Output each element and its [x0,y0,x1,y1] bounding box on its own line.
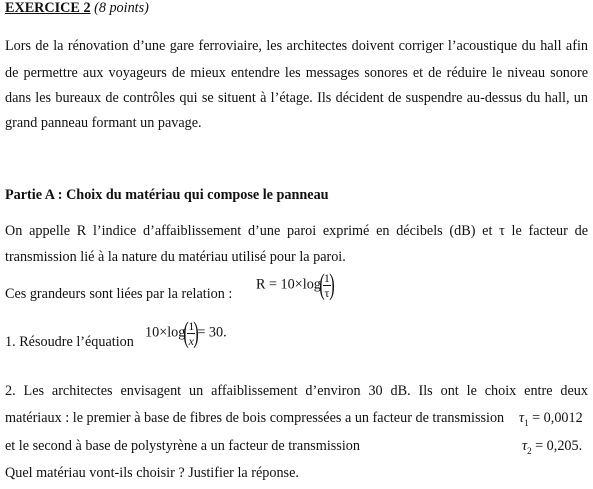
relation-numerator: 1 [323,270,330,285]
intro-line-4: grand panneau formant un pavage. [5,115,202,131]
relation-label: Ces grandeurs sont liées par la relation : [5,286,233,302]
tau1-value: $\tau_1 = 0,0012$ [519,410,583,428]
definition-line-2: transmission lié à la nature du matériau utilisé pour la paroi. [5,249,346,265]
question-2-line-1: 2. Les architectes envisagent un affaiblissement d’environ 30 dB. Ils ont le choix entre deux [5,383,588,399]
question-1-equation: 10×log( $\frac{1}{x}$ )= 30. [145,316,227,349]
relation-formula: R = 10×log( $\frac{1}{\tau}$ ) [256,268,335,301]
q1-denominator: x [188,333,194,348]
intro-line-2: de permettre aux voyageurs de mieux entendre les messages sonores et de réduire le niveau sonore [5,65,588,81]
part-a-heading: Partie A : Choix du matériau qui compose le panneau [5,187,329,203]
q1-rhs: = 30. [197,324,227,341]
q1-lhs: 10×log [145,324,186,341]
intro-line-1: Lors de la rénovation d’une gare ferroviaire, les architectes doivent corriger l’acoustique du hall afin [5,38,588,54]
relation-lhs: R = 10×log [256,276,321,293]
question-2-line-4: Quel matériau vont-ils choisir ? Justifier la réponse. [5,465,299,481]
exercise-number: EXERCICE 2 [5,0,91,16]
intro-line-3: dans les bureaux de contrôles qui se situent à l’étage. Ils décident de suspendre au-dessus du hall, un [5,90,588,106]
exercise-title [5,0,149,17]
question-1-text: 1. Résoudre l’équation [5,334,134,350]
question-2-line-3: et le second à base de polystyrène a un facteur de transmission [5,438,360,454]
q1-numerator: 1 [188,318,195,333]
question-2-line-2: matériaux : le premier à base de fibres de bois compressées a un facteur de transmission [5,410,505,426]
exercise-points: (8 points) [94,0,149,16]
tau2-value: $\tau_2 = 0,205$. [522,438,583,456]
definition-line-1: On appelle R l’indice d’affaiblissement d’une paroi exprimé en décibels (dB) et τ le facteur de [5,223,588,239]
relation-denominator: τ [324,285,330,300]
